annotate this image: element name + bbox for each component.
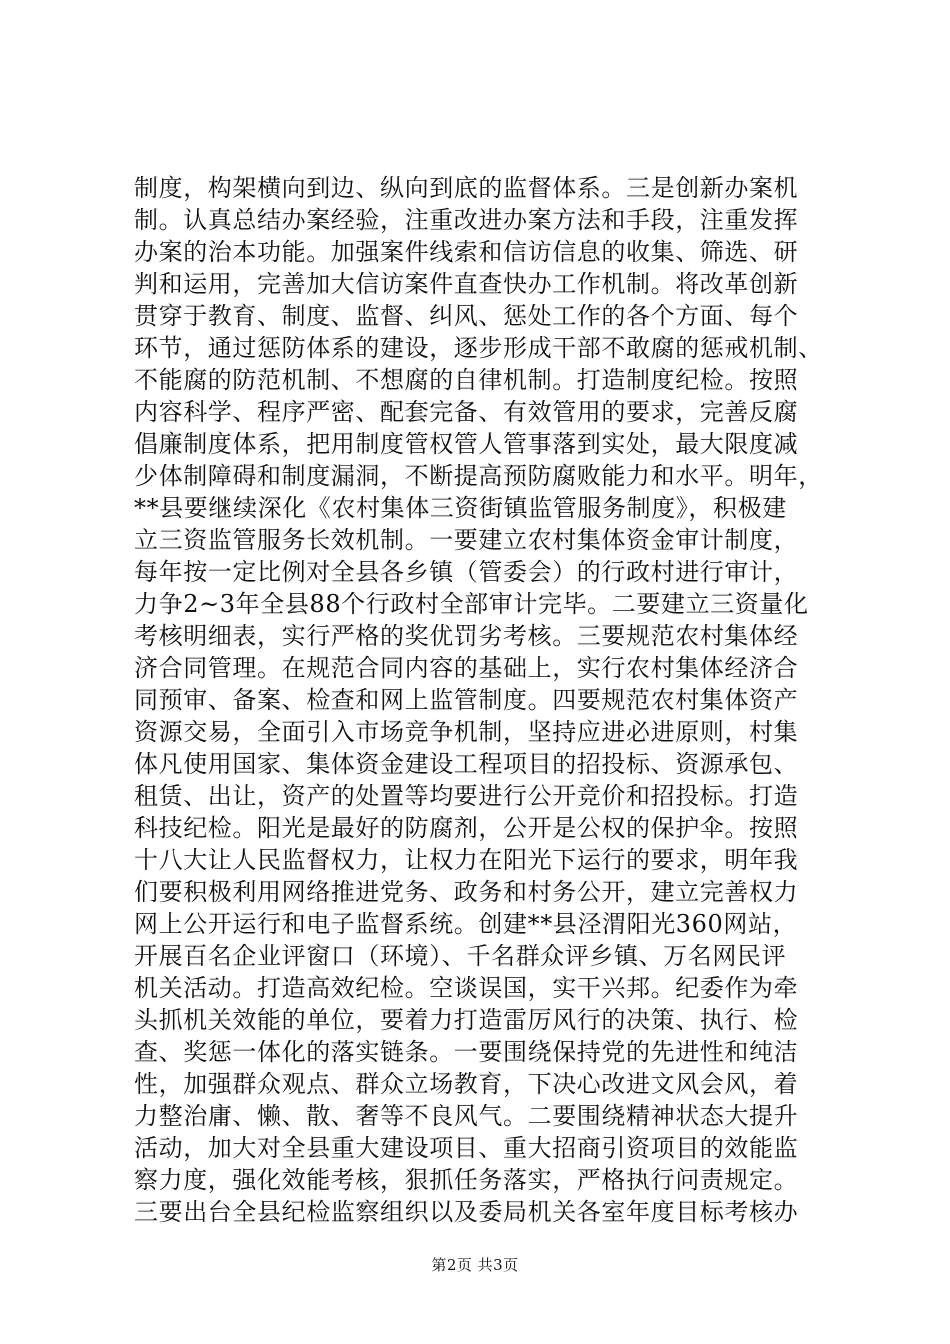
- body-line: 察力度，强化效能考核，狠抓任务落实，严格执行问责规定。: [134, 1166, 799, 1194]
- body-line: 开展百名企业评窗口（环境）、千名群众评乡镇、万名网民评: [134, 942, 787, 970]
- body-line: 同预审、备案、检查和网上监管制度。四要规范农村集体资产: [134, 686, 799, 714]
- body-line: 活动，加大对全县重大建设项目、重大招商引资项目的效能监: [134, 1134, 799, 1162]
- body-line: 贯穿于教育、制度、监督、纠风、惩处工作的各个方面、每个: [134, 302, 799, 330]
- body-line: 内容科学、程序严密、配套完备、有效管用的要求，完善反腐: [134, 398, 799, 426]
- body-text: [134, 172, 824, 1228]
- body-line: 环节，通过惩防体系的建设，逐步形成干部不敢腐的惩戒机制、: [134, 334, 823, 362]
- body-line: 力整治庸、懒、散、奢等不良风气。二要围绕精神状态大提升: [134, 1102, 799, 1130]
- body-line: 科技纪检。阳光是最好的防腐剂，公开是公权的保护伞。按照: [134, 814, 799, 842]
- body-line: 不能腐的防范机制、不想腐的自律机制。打造制度纪检。按照: [134, 366, 799, 394]
- body-line: 少体制障碍和制度漏洞，不断提高预防腐败能力和水平。明年，: [134, 462, 823, 490]
- body-line: 资源交易，全面引入市场竞争机制，坚持应进必进原则，村集: [134, 718, 799, 746]
- body-line: 办案的治本功能。加强案件线索和信访信息的收集、筛选、研: [134, 238, 799, 266]
- body-line: 考核明细表，实行严格的奖优罚劣考核。三要规范农村集体经: [134, 622, 799, 650]
- body-line: 头抓机关效能的单位，要着力打造雷厉风行的决策、执行、检: [134, 1006, 799, 1034]
- body-line: 体凡使用国家、集体资金建设工程项目的招投标、资源承包、: [134, 750, 799, 778]
- body-line: 们要积极利用网络推进党务、政务和村务公开，建立完善权力: [134, 878, 799, 906]
- body-line: 每年按一定比例对全县各乡镇（管委会）的行政村进行审计，: [134, 558, 799, 586]
- body-line: 三要出台全县纪检监察组织以及委局机关各室年度目标考核办: [134, 1198, 799, 1226]
- page-footer: 第2页 共3页: [431, 1256, 519, 1274]
- body-line: 制。认真总结办案经验，注重改进办案方法和手段，注重发挥: [134, 206, 799, 234]
- body-line: 力争2~3年全县88个行政村全部审计完毕。二要建立三资量化: [134, 590, 809, 618]
- body-line: 倡廉制度体系，把用制度管权管人管事落到实处，最大限度减: [134, 430, 799, 458]
- body-line: 制度，构架横向到边、纵向到底的监督体系。三是创新办案机: [134, 174, 799, 202]
- body-line: 租赁、出让，资产的处置等均要进行公开竞价和招投标。打造: [134, 782, 799, 810]
- body-line: 性，加强群众观点、群众立场教育，下决心改进文风会风，着: [134, 1070, 799, 1098]
- body-line: 济合同管理。在规范合同内容的基础上，实行农村集体经济合: [134, 654, 799, 682]
- body-line: 十八大让人民监督权力，让权力在阳光下运行的要求，明年我: [134, 846, 799, 874]
- body-line: 机关活动。打造高效纪检。空谈误国，实干兴邦。纪委作为牵: [134, 974, 799, 1002]
- body-line: 立三资监管服务长效机制。一要建立农村集体资金审计制度，: [134, 526, 799, 554]
- body-line: 判和运用，完善加大信访案件直查快办工作机制。将改革创新: [134, 270, 799, 298]
- body-line: 查、奖惩一体化的落实链条。一要围绕保持党的先进性和纯洁: [134, 1038, 799, 1066]
- body-line: **县要继续深化《农村集体三资街镇监管服务制度》，积极建: [134, 494, 787, 522]
- body-line: 网上公开运行和电子监督系统。创建**县泾渭阳光360网站，: [134, 910, 798, 938]
